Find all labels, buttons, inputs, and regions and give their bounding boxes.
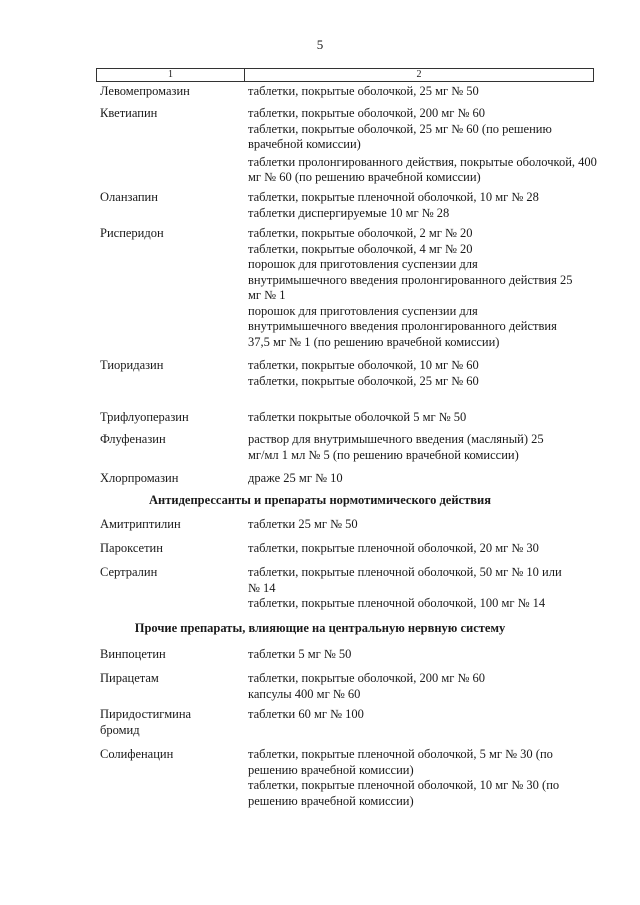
table-row — [0, 541, 640, 565]
section-title: Прочие препараты, влияющие на центральную нервную систему — [134, 621, 506, 635]
drug-name: Пароксетин — [100, 541, 163, 555]
drug-name: Левомепромазин — [100, 84, 190, 98]
table-row — [0, 517, 640, 541]
drug-form-line: раствор для внутримышечного введения (масляный) 25 мг/мл 1 мл № 5 (по решению врачебной комиссии) — [248, 432, 544, 462]
drug-forms — [248, 226, 598, 358]
drug-table-body — [0, 84, 640, 811]
drug-forms — [248, 432, 598, 471]
drug-forms — [248, 106, 598, 190]
drug-form-line: таблетки пролонгированного действия, покрытые оболочкой, 400 мг № 60 (по решению врачебной комиссии) — [248, 154, 597, 184]
drug-name: Кветиапин — [100, 106, 158, 120]
table-row — [0, 747, 640, 811]
drug-form-line: таблетки, покрытые оболочкой, 25 мг № 60 — [248, 373, 479, 388]
table-row — [0, 432, 640, 471]
column-header-2: 2 — [416, 69, 422, 80]
drug-name: Тиоридазин — [100, 358, 164, 372]
table-row — [0, 471, 640, 493]
drug-form-line: таблетки, покрытые оболочкой, 25 мг № 60 (по решению врачебной комиссии) — [248, 121, 552, 151]
drug-name: Оланзапин — [100, 190, 158, 204]
drug-forms — [248, 471, 598, 493]
drug-forms — [248, 517, 598, 541]
drug-forms — [248, 565, 598, 621]
table-row — [0, 707, 640, 747]
drug-form-line: таблетки, покрытые пленочной оболочкой, 5 мг № 30 (по решению врачебной комиссии) — [248, 747, 553, 777]
column-header-1: 1 — [97, 69, 245, 81]
drug-name: Трифлуоперазин — [100, 410, 189, 424]
drug-form-line: таблетки, покрытые оболочкой, 10 мг № 60 — [248, 358, 479, 372]
drug-name: Винпоцетин — [100, 647, 166, 661]
drug-form-line: таблетки, покрытые пленочной оболочкой, 10 мг № 28 — [248, 190, 539, 204]
drug-name: Пирацетам — [100, 671, 159, 685]
drug-name: Хлорпромазин — [100, 471, 179, 485]
drug-form-line: таблетки, покрытые оболочкой, 4 мг № 20 — [248, 241, 473, 256]
drug-form-line: таблетки, покрытые оболочкой, 200 мг № 60 — [248, 671, 486, 685]
table-row — [0, 671, 640, 707]
section-title: Антидепрессанты и препараты нормотимического действия — [149, 493, 491, 507]
drug-form-line: таблетки 5 мг № 50 — [248, 647, 352, 661]
drug-form-line: таблетки покрытые оболочкой 5 мг № 50 — [248, 410, 467, 424]
drug-form-line: таблетки, покрытые пленочной оболочкой, 20 мг № 30 — [248, 541, 539, 555]
drug-forms — [248, 410, 598, 432]
drug-form-line: драже 25 мг № 10 — [248, 471, 343, 485]
drug-form-line: таблетки, покрытые пленочной оболочкой, 50 мг № 10 или № 14 — [248, 565, 562, 595]
table-row — [0, 565, 640, 621]
drug-form-line: таблетки, покрытые пленочной оболочкой, 100 мг № 14 — [248, 596, 546, 610]
drug-name: Пиридостигмина бромид — [100, 707, 192, 737]
drug-form-line: таблетки, покрытые оболочкой, 25 мг № 50 — [248, 84, 479, 98]
table-row — [0, 226, 640, 358]
page-number: 5 — [316, 37, 324, 52]
drug-form-line: таблетки 25 мг № 50 — [248, 517, 358, 531]
drug-forms — [248, 707, 598, 747]
drug-form-line: таблетки, покрытые оболочкой, 200 мг № 60 — [248, 106, 486, 120]
drug-form-line: порошок для приготовления суспензии для внутримышечного введения пролонгированного действия 25 мг № 1 — [248, 257, 573, 302]
table-row — [0, 106, 640, 190]
drug-form-line: порошок для приготовления суспензии для внутримышечного введения пролонгированного действия 37,5 мг № 1 (по решению врачебной комиссии) — [248, 303, 557, 349]
drug-name: Рисперидон — [100, 226, 164, 240]
drug-forms — [248, 747, 598, 811]
drug-forms — [248, 647, 598, 671]
table-row — [0, 358, 640, 410]
drug-forms — [248, 84, 598, 106]
drug-form-line: таблетки, покрытые оболочкой, 2 мг № 20 — [248, 226, 473, 240]
table-row — [0, 647, 640, 671]
drug-form-line: таблетки 60 мг № 100 — [248, 707, 364, 721]
drug-form-line: таблетки диспергируемые 10 мг № 28 — [248, 205, 450, 220]
drug-name: Сертралин — [100, 565, 158, 579]
drug-forms — [248, 541, 598, 565]
table-row — [0, 84, 640, 106]
drug-name: Солифенацин — [100, 747, 174, 761]
drug-form-line: капсулы 400 мг № 60 — [248, 686, 361, 701]
drug-forms — [248, 671, 598, 707]
drug-forms — [248, 358, 598, 410]
table-row — [0, 190, 640, 226]
drug-name: Амитриптилин — [100, 517, 181, 531]
drug-name: Флуфеназин — [100, 432, 166, 446]
drug-forms — [248, 190, 598, 226]
table-row — [0, 410, 640, 432]
table-header — [96, 68, 594, 82]
drug-form-line: таблетки, покрытые пленочной оболочкой, 10 мг № 30 (по решению врачебной комиссии) — [248, 778, 560, 808]
